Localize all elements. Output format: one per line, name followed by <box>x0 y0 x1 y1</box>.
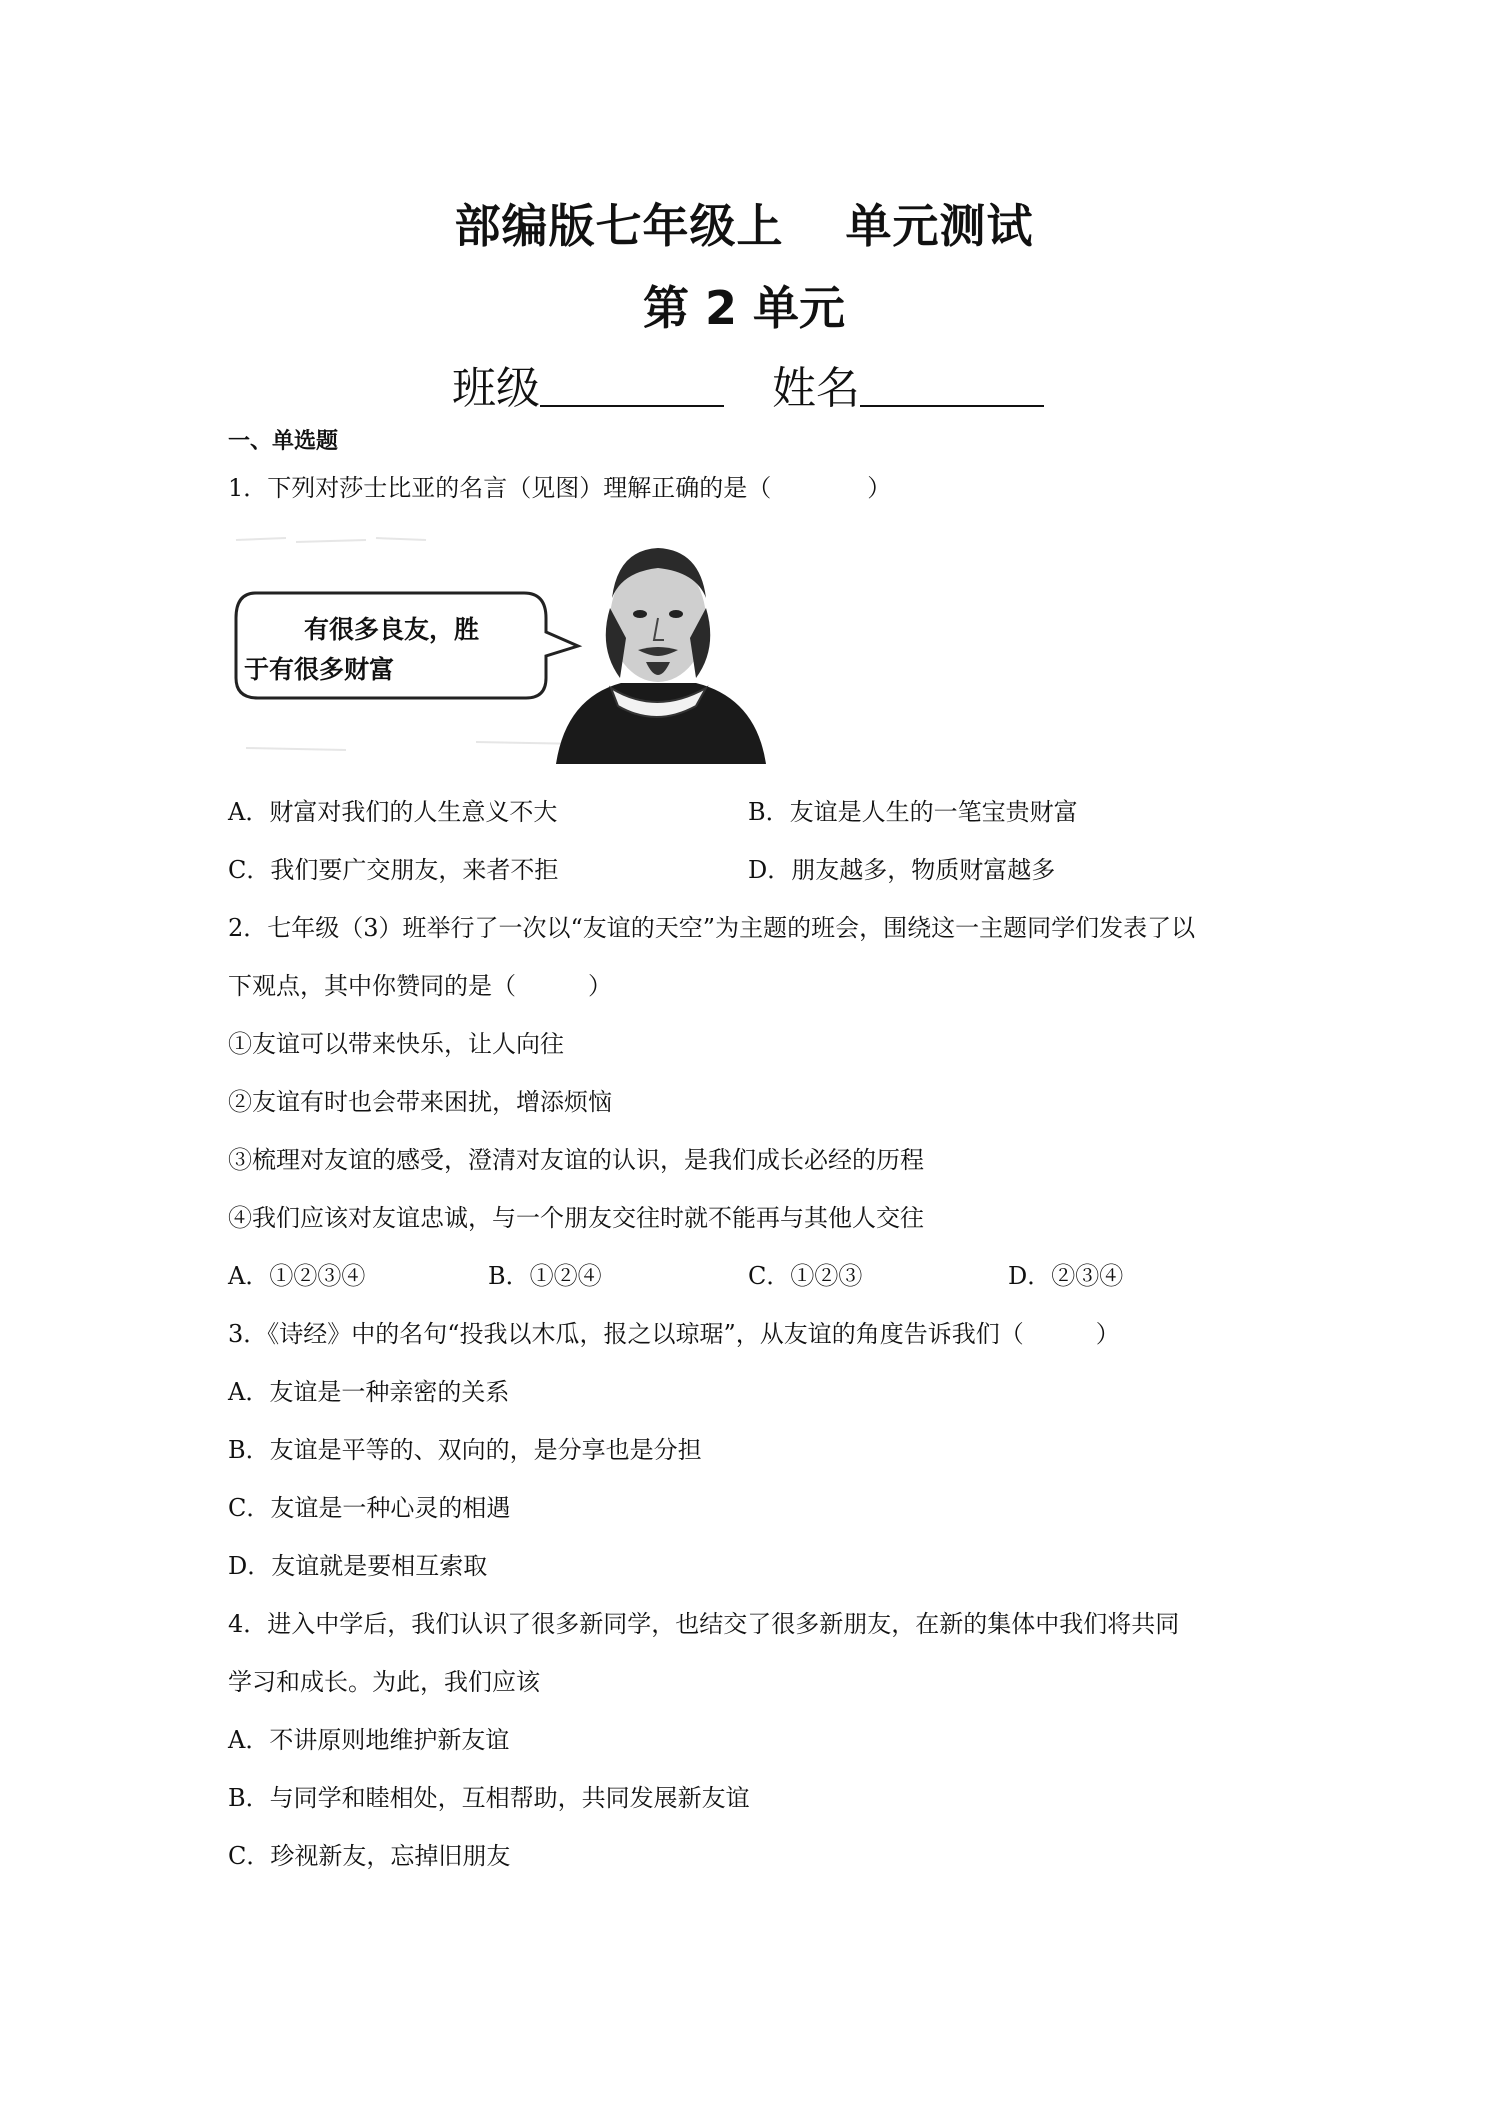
q3-option-d: D．友谊就是要相互索取 <box>228 1552 488 1580</box>
q1-stem: 1．下列对莎士比亚的名言（见图）理解正确的是（ ） <box>228 474 892 502</box>
q2-option-d: D．②③④ <box>1008 1262 1124 1290</box>
q3-option-c: C．友谊是一种心灵的相遇 <box>228 1494 511 1522</box>
section-heading: 一、单选题 <box>228 429 339 454</box>
q1-option-c: C．我们要广交朋友，来者不拒 <box>228 856 559 884</box>
shakespeare-figure <box>226 528 766 764</box>
name-blank <box>860 369 1044 407</box>
q1-option-d: D．朋友越多，物质财富越多 <box>748 856 1056 884</box>
q2-statement-3: ③梳理对友谊的感受，澄清对友谊的认识，是我们成长必经的历程 <box>228 1146 924 1174</box>
class-label: 班级 <box>452 363 540 414</box>
bubble-line-1: 有很多良友，胜 <box>304 615 480 644</box>
unit-title: 第 2 单元 <box>642 281 846 335</box>
q2-option-c: C．①②③ <box>748 1262 863 1290</box>
q1-option-a: A．财富对我们的人生意义不大 <box>228 798 558 826</box>
q2-option-a: A．①②③④ <box>228 1262 366 1290</box>
bubble-line-2: 于有很多财富 <box>244 655 395 684</box>
shakespeare-portrait <box>556 548 766 764</box>
title-grade: 部编版七年级上 <box>454 199 784 253</box>
q2-statement-2: ②友谊有时也会带来困扰，增添烦恼 <box>228 1088 612 1116</box>
q4-option-b: B．与同学和睦相处，互相帮助，共同发展新友谊 <box>228 1784 750 1812</box>
title-test: 单元测试 <box>845 199 1034 253</box>
q2-statement-1: ①友谊可以带来快乐，让人向往 <box>228 1030 564 1058</box>
class-blank <box>540 369 724 407</box>
name-label: 姓名 <box>772 363 860 414</box>
q2-option-b: B．①②④ <box>488 1262 602 1290</box>
q4-option-a: A．不讲原则地维护新友谊 <box>228 1726 510 1754</box>
q2-stem-line-2: 下观点，其中你赞同的是（ ） <box>228 972 612 1000</box>
q4-stem-line-2: 学习和成长。为此，我们应该 <box>228 1668 540 1696</box>
q4-stem-line-1: 4．进入中学后，我们认识了很多新同学，也结交了很多新朋友，在新的集体中我们将共同 <box>228 1610 1180 1638</box>
q3-stem: 3．《诗经》中的名句“投我以木瓜，报之以琼琚”，从友谊的角度告诉我们（ ） <box>228 1320 1120 1348</box>
q3-option-a: A．友谊是一种亲密的关系 <box>228 1378 510 1406</box>
student-info <box>452 352 1044 416</box>
q4-option-c: C．珍视新友，忘掉旧朋友 <box>228 1842 511 1870</box>
q2-statement-4: ④我们应该对友谊忠诚，与一个朋友交往时就不能再与其他人交往 <box>228 1204 924 1232</box>
page-title <box>0 190 1488 256</box>
q1-option-b: B．友谊是人生的一笔宝贵财富 <box>748 798 1078 826</box>
q2-stem-line-1: 2．七年级（3）班举行了一次以“友谊的天空”为主题的班会，围绕这一主题同学们发表了以 <box>228 914 1196 942</box>
q3-option-b: B．友谊是平等的、双向的，是分享也是分担 <box>228 1436 702 1464</box>
